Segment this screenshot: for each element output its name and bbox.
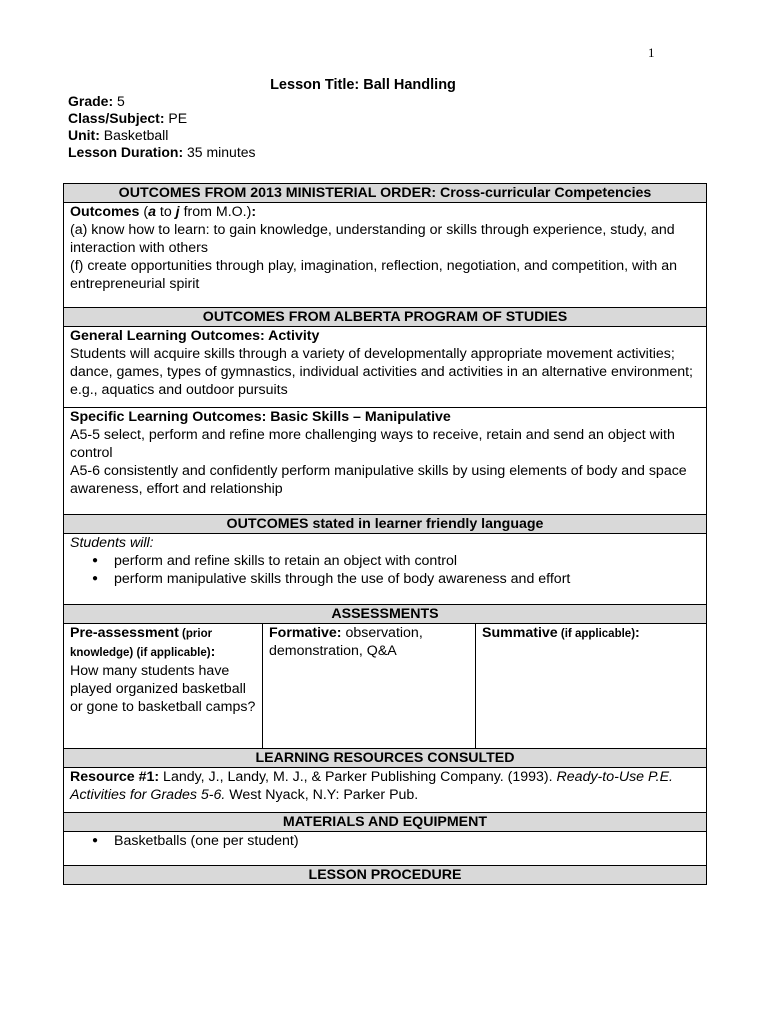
outcomes-label: Outcomes (a to j from M.O.): xyxy=(70,204,257,220)
pre-assessment-text: How many students have played organized basketball or gone to basketball camps? xyxy=(70,663,256,715)
resources-header: LEARNING RESOURCES CONSULTED xyxy=(64,749,707,768)
specific-outcome-a5-5: A5-5 select, perform and refine more challenging ways to receive, retain and send an object with control xyxy=(70,427,675,461)
assessments-header: ASSESSMENTS xyxy=(64,605,707,624)
duration-value: 35 minutes xyxy=(183,144,256,160)
friendly-list xyxy=(70,552,700,588)
materials-list xyxy=(70,832,700,850)
subject-line xyxy=(68,110,187,127)
duration-label: Lesson Duration: xyxy=(68,144,184,160)
procedure-header: LESSON PROCEDURE xyxy=(64,866,707,885)
unit-value: Basketball xyxy=(99,127,169,143)
general-outcomes-text: Students will acquire skills through a variety of developmentally appropriate movement activities; dance, games, types of gymnastics, individual activities and activities in an alternative environment; e.g., aquatics and outdoor pursuits xyxy=(70,346,693,398)
general-outcomes-cell xyxy=(64,327,707,408)
summative-cell: Summative (if applicable): xyxy=(476,624,707,749)
resource-cell: Resource #1: Landy, J., Landy, M. J., & Parker Publishing Company. (1993). Ready-to-Use P.E. Activities for Grades 5-6. West Nyack, N.Y: Parker Pub. xyxy=(64,768,707,813)
page-number: 1 xyxy=(648,45,655,60)
grade-line xyxy=(68,93,125,110)
resource-book-title: Ready-to-Use P.E. Activities for Grades 5-6. xyxy=(70,769,673,803)
grade-value: 5 xyxy=(113,93,125,109)
friendly-item: ● perform and refine skills to retain an object with control xyxy=(114,552,700,570)
ministerial-outcome-a: (a) know how to learn: to gain knowledge, understanding or skills through experience, study, and interaction with others xyxy=(70,222,675,256)
formative-cell xyxy=(263,624,476,749)
unit-label: Unit: xyxy=(68,127,100,143)
materials-cell xyxy=(64,832,707,866)
friendly-outcomes-cell xyxy=(64,534,707,605)
summative-label: Summative xyxy=(482,625,558,641)
ministerial-outcomes-cell xyxy=(64,203,707,308)
subject-value: PE xyxy=(164,110,188,126)
pre-assessment-cell xyxy=(64,624,263,749)
materials-item: ● Basketballs (one per student) xyxy=(114,832,700,850)
alberta-header: OUTCOMES FROM ALBERTA PROGRAM OF STUDIES xyxy=(64,308,707,327)
pre-assessment-label: Pre-assessment (prior knowledge) (if applicable): xyxy=(70,625,216,660)
lesson-plan-table xyxy=(63,183,707,885)
formative-text: observation, demonstration, Q&A xyxy=(269,625,423,659)
specific-outcomes-cell xyxy=(64,408,707,515)
friendly-intro: Students will: xyxy=(70,535,154,551)
specific-outcomes-title: Specific Learning Outcomes: Basic Skills – Manipulative xyxy=(70,409,451,425)
resource-label: Resource #1: xyxy=(70,769,160,785)
unit-line xyxy=(68,127,168,144)
grade-label: Grade: xyxy=(68,93,114,109)
friendly-item: ● perform manipulative skills through the use of body awareness and effort xyxy=(114,570,700,588)
subject-label: Class/Subject: xyxy=(68,110,165,126)
formative-label: Formative: xyxy=(269,625,342,641)
materials-header: MATERIALS AND EQUIPMENT xyxy=(64,813,707,832)
lesson-title: Lesson Title: Ball Handling xyxy=(270,77,456,93)
specific-outcome-a5-6: A5-6 consistently and confidently perform manipulative skills by using elements of body and space awareness, effort and relationship xyxy=(70,463,687,497)
ministerial-header: OUTCOMES FROM 2013 MINISTERIAL ORDER: Cross-curricular Competencies xyxy=(64,184,707,203)
general-outcomes-title: General Learning Outcomes: Activity xyxy=(70,328,320,344)
friendly-header: OUTCOMES stated in learner friendly language xyxy=(64,515,707,534)
duration-line xyxy=(68,144,256,161)
ministerial-outcome-f: (f) create opportunities through play, imagination, reflection, negotiation, and competition, with an entrepreneurial spirit xyxy=(70,258,677,292)
